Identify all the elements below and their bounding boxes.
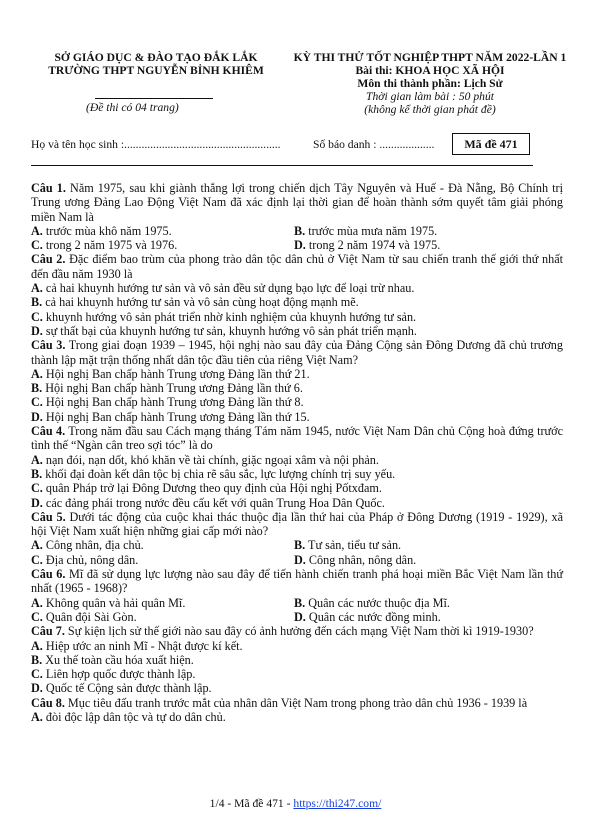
option-key: A. — [31, 638, 43, 653]
exam-time-note: (không kể thời gian phát đề) — [364, 103, 496, 116]
answer-option[interactable] — [294, 224, 437, 238]
option-text: cả hai khuynh hướng tư sản và vô sản đều sử dụng bạo lực để loại trừ nhau. — [42, 281, 415, 296]
option-text: nạn đói, nạn dốt, khó khăn về tài chính, giặc ngoại xâm và nội phản. — [42, 452, 379, 467]
option-key: B. — [31, 295, 43, 310]
question-number: Câu 4. — [31, 424, 66, 439]
option-text: Quốc tế Cộng sản được thành lập. — [42, 681, 212, 696]
option-text: Liên hợp quốc được thành lập. — [42, 667, 196, 682]
option-key: B. — [31, 381, 43, 396]
option-row — [31, 481, 563, 495]
option-text: sự thất bại của khuynh hướng tư sản, khuynh hướng vô sản phát triển mạnh. — [42, 323, 417, 338]
student-name-field: Họ và tên học sinh :...................................................... — [31, 138, 281, 151]
footer-text: 1/4 - Mã đề 471 - — [209, 797, 294, 810]
answer-option[interactable] — [294, 596, 450, 610]
question-number: Câu 7. — [31, 624, 65, 639]
option-text: trong 2 năm 1974 và 1975. — [305, 238, 441, 253]
answer-option[interactable] — [31, 496, 385, 510]
department-name: SỞ GIÁO DỤC & ĐÀO TẠO ĐẮK LẮK — [54, 51, 258, 64]
option-key: D. — [294, 238, 306, 253]
question-text: Dưới tác động của cuộc khai thác thuộc địa lần thứ hai của Pháp ở Đông Dương (1919 - 1929), xã hội Việt Nam xuất hiện những giai cấp mới nào? — [31, 509, 563, 539]
option-row — [31, 367, 563, 381]
option-row — [31, 410, 563, 424]
option-key: A. — [31, 709, 43, 724]
option-row — [31, 381, 563, 395]
option-text: Quân các nước thuộc địa Mĩ. — [305, 595, 450, 610]
answer-option[interactable] — [31, 324, 417, 338]
option-row — [31, 538, 563, 552]
option-row — [31, 639, 563, 653]
answer-option[interactable] — [31, 238, 177, 252]
option-text: trước mùa mưa năm 1975. — [305, 223, 438, 238]
option-key: A. — [31, 223, 43, 238]
question-number: Câu 8. — [31, 695, 65, 710]
option-text: Quân đội Sài Gòn. — [42, 609, 137, 624]
question-number: Câu 3. — [31, 338, 66, 353]
answer-option[interactable] — [31, 467, 395, 481]
option-key: A. — [31, 595, 43, 610]
answer-option[interactable] — [31, 367, 310, 381]
option-key: B. — [294, 595, 306, 610]
option-text: Công nhân, địa chủ. — [42, 538, 144, 553]
option-text: khuynh hướng vô sản phát triển nhờ kinh nghiệm của khuynh hướng tư sản. — [42, 309, 417, 324]
pages-note: (Đề thi có 04 trang) — [86, 101, 179, 114]
option-key: D. — [294, 609, 306, 624]
question-number: Câu 6. — [31, 567, 66, 582]
option-key: B. — [31, 652, 43, 667]
question-text: Đặc điểm bao trùm của phong trào dân tộc dân chủ ở Việt Nam từ sau chiến tranh thế giới thứ nhất đến đầu năm 1930 là — [31, 252, 563, 281]
answer-option[interactable] — [31, 610, 137, 624]
option-row — [31, 224, 563, 238]
question-stem — [31, 624, 563, 638]
option-text: cả hai khuynh hướng tư sản và vô sản cùng hoạt động mạnh mẽ. — [42, 295, 359, 310]
option-key: C. — [31, 238, 43, 253]
question-text: Trong giai đoạn 1939 – 1945, hội nghị nào sau đây của Đảng Cộng sản Đông Dương đã chủ trương thành lập mặt trận thống nhất dân tộc đầu tiên của riêng Việt Nam? — [31, 338, 563, 367]
answer-option[interactable] — [31, 538, 144, 552]
question-stem — [31, 424, 563, 453]
option-row — [31, 310, 563, 324]
question-stem — [31, 567, 563, 596]
question-stem — [31, 252, 563, 281]
option-row — [31, 295, 563, 309]
option-row — [31, 596, 563, 610]
option-key: C. — [31, 309, 43, 324]
answer-option[interactable] — [294, 553, 416, 567]
option-text: Hội nghị Ban chấp hành Trung ương Đảng lần thứ 8. — [42, 395, 304, 410]
option-key: A. — [31, 366, 43, 381]
option-text: khối đại đoàn kết dân tộc bị chia rẽ sâu sắc, lực lượng chính trị suy yếu. — [42, 466, 396, 481]
option-text: quân Pháp trở lại Đông Dương theo quy định của Hội nghị Pốtxđam. — [42, 481, 382, 496]
exam-code-box: Mã đề 471 — [452, 133, 530, 155]
option-text: Quân các nước đồng minh. — [305, 609, 441, 624]
option-text: các đảng phái trong nước đều cấu kết với quân Trung Hoa Dân Quốc. — [42, 495, 385, 510]
option-row — [31, 324, 563, 338]
option-key: D. — [31, 323, 43, 338]
option-row — [31, 496, 563, 510]
option-text: Hội nghị Ban chấp hành Trung ương Đảng lần thứ 6. — [42, 381, 303, 396]
option-row — [31, 238, 563, 252]
question-text: Sự kiện lịch sử thế giới nào sau đây có ảnh hưởng đến cách mạng Việt Nam thời kì 1919-1930? — [64, 624, 534, 639]
answer-option[interactable] — [31, 281, 414, 295]
option-row — [31, 710, 563, 724]
candidate-number-field: Số báo danh : ................... — [313, 138, 435, 151]
question-stem — [31, 696, 563, 710]
option-row — [31, 553, 563, 567]
option-row — [31, 467, 563, 481]
question-number: Câu 2. — [31, 252, 66, 267]
option-key: B. — [294, 538, 306, 553]
answer-option[interactable] — [31, 639, 243, 653]
option-key: D. — [31, 681, 43, 696]
answer-option[interactable] — [31, 224, 172, 238]
answer-option[interactable] — [31, 596, 185, 610]
answer-option[interactable] — [294, 238, 440, 252]
question-text: Năm 1975, sau khi giành thắng lợi trong chiến dịch Tây Nguyên và Huế - Đà Nẵng, Bộ Chính trị Trung ương Đảng Lao Động Việt Nam đã xác định lại thời gian để hoàn thành sớm quyết tâm giải phóng miền Nam là — [31, 181, 563, 224]
option-text: Hội nghị Ban chấp hành Trung ương Đảng lần thứ 21. — [42, 366, 310, 381]
option-text: Hội nghị Ban chấp hành Trung ương Đảng lần thứ 15. — [42, 409, 310, 424]
answer-option[interactable] — [294, 610, 441, 624]
option-key: C. — [31, 395, 43, 410]
option-key: C. — [31, 609, 43, 624]
answer-option[interactable] — [31, 453, 379, 467]
question-text: Mĩ đã sử dụng lực lượng nào sau đây để tiến hành chiến tranh phá hoại miền Bắc Việt Nam lần thứ nhất (1965 - 1968)? — [31, 567, 563, 596]
question-list — [31, 181, 563, 724]
option-key: D. — [31, 495, 43, 510]
header-divider — [95, 98, 213, 99]
school-header — [25, 51, 287, 77]
option-text: trong 2 năm 1975 và 1976. — [42, 238, 178, 253]
option-key: D. — [31, 409, 43, 424]
option-text: Tư sản, tiểu tư sản. — [305, 538, 402, 553]
option-row — [31, 395, 563, 409]
answer-option[interactable] — [31, 653, 194, 667]
answer-option[interactable] — [31, 381, 303, 395]
answer-option[interactable] — [31, 667, 195, 681]
question-text: Mục tiêu đấu tranh trước mắt của nhân dân Việt Nam trong phong trào dân chủ 1936 - 1939 là — [64, 695, 528, 710]
option-text: Không quân và hải quân Mĩ. — [42, 595, 186, 610]
page-footer — [0, 797, 591, 811]
answer-option[interactable] — [31, 310, 416, 324]
exam-component: Môn thi thành phần: Lịch Sử — [357, 77, 503, 90]
option-text: trước mùa khô năm 1975. — [42, 223, 172, 238]
info-divider — [31, 165, 533, 166]
answer-option[interactable] — [31, 410, 310, 424]
option-key: A. — [31, 452, 43, 467]
option-row — [31, 667, 563, 681]
option-text: Xu thế toàn cầu hóa xuất hiện. — [42, 652, 194, 667]
option-key: A. — [31, 281, 43, 296]
answer-option[interactable] — [31, 710, 226, 724]
option-row — [31, 653, 563, 667]
answer-option[interactable] — [31, 395, 304, 409]
option-text: Công nhân, nông dân. — [305, 552, 417, 567]
question-stem — [31, 338, 563, 367]
option-row — [31, 610, 563, 624]
answer-option[interactable] — [31, 295, 359, 309]
question-stem — [31, 181, 563, 224]
option-key: A. — [31, 538, 43, 553]
option-key: C. — [31, 481, 43, 496]
exam-title: KỲ THI THỬ TỐT NGHIỆP THPT NĂM 2022-LẦN 1 — [293, 51, 567, 64]
answer-option[interactable] — [31, 481, 382, 495]
option-key: C. — [31, 667, 43, 682]
option-row — [31, 281, 563, 295]
question-number: Câu 5. — [31, 509, 66, 524]
answer-option[interactable] — [31, 553, 138, 567]
option-text: Hiệp ước an ninh Mĩ - Nhật được kí kết. — [42, 638, 243, 653]
option-row — [31, 681, 563, 695]
option-text: Địa chủ, nông dân. — [42, 552, 139, 567]
option-key: B. — [31, 466, 43, 481]
exam-subject: Bài thi: KHOA HỌC XÃ HỘI — [355, 64, 505, 77]
question-text: Trong năm đầu sau Cách mạng tháng Tám năm 1945, nước Việt Nam Dân chủ Cộng hoà đứng trước tình thế “Ngàn cân treo sợi tóc” là do — [31, 424, 563, 453]
option-key: D. — [294, 552, 306, 567]
option-key: B. — [294, 223, 306, 238]
option-row — [31, 453, 563, 467]
question-stem — [31, 510, 563, 539]
option-text: đòi độc lập dân tộc và tự do dân chủ. — [42, 709, 226, 724]
exam-header — [274, 51, 586, 116]
question-number: Câu 1. — [31, 181, 66, 195]
footer-link[interactable]: https://thi247.com/ — [293, 797, 382, 810]
option-key: C. — [31, 552, 43, 567]
answer-option[interactable] — [31, 681, 212, 695]
school-name: TRƯỜNG THPT NGUYỄN BỈNH KHIÊM — [48, 64, 264, 77]
answer-option[interactable] — [294, 538, 401, 552]
exam-time: Thời gian làm bài : 50 phút — [366, 90, 494, 103]
